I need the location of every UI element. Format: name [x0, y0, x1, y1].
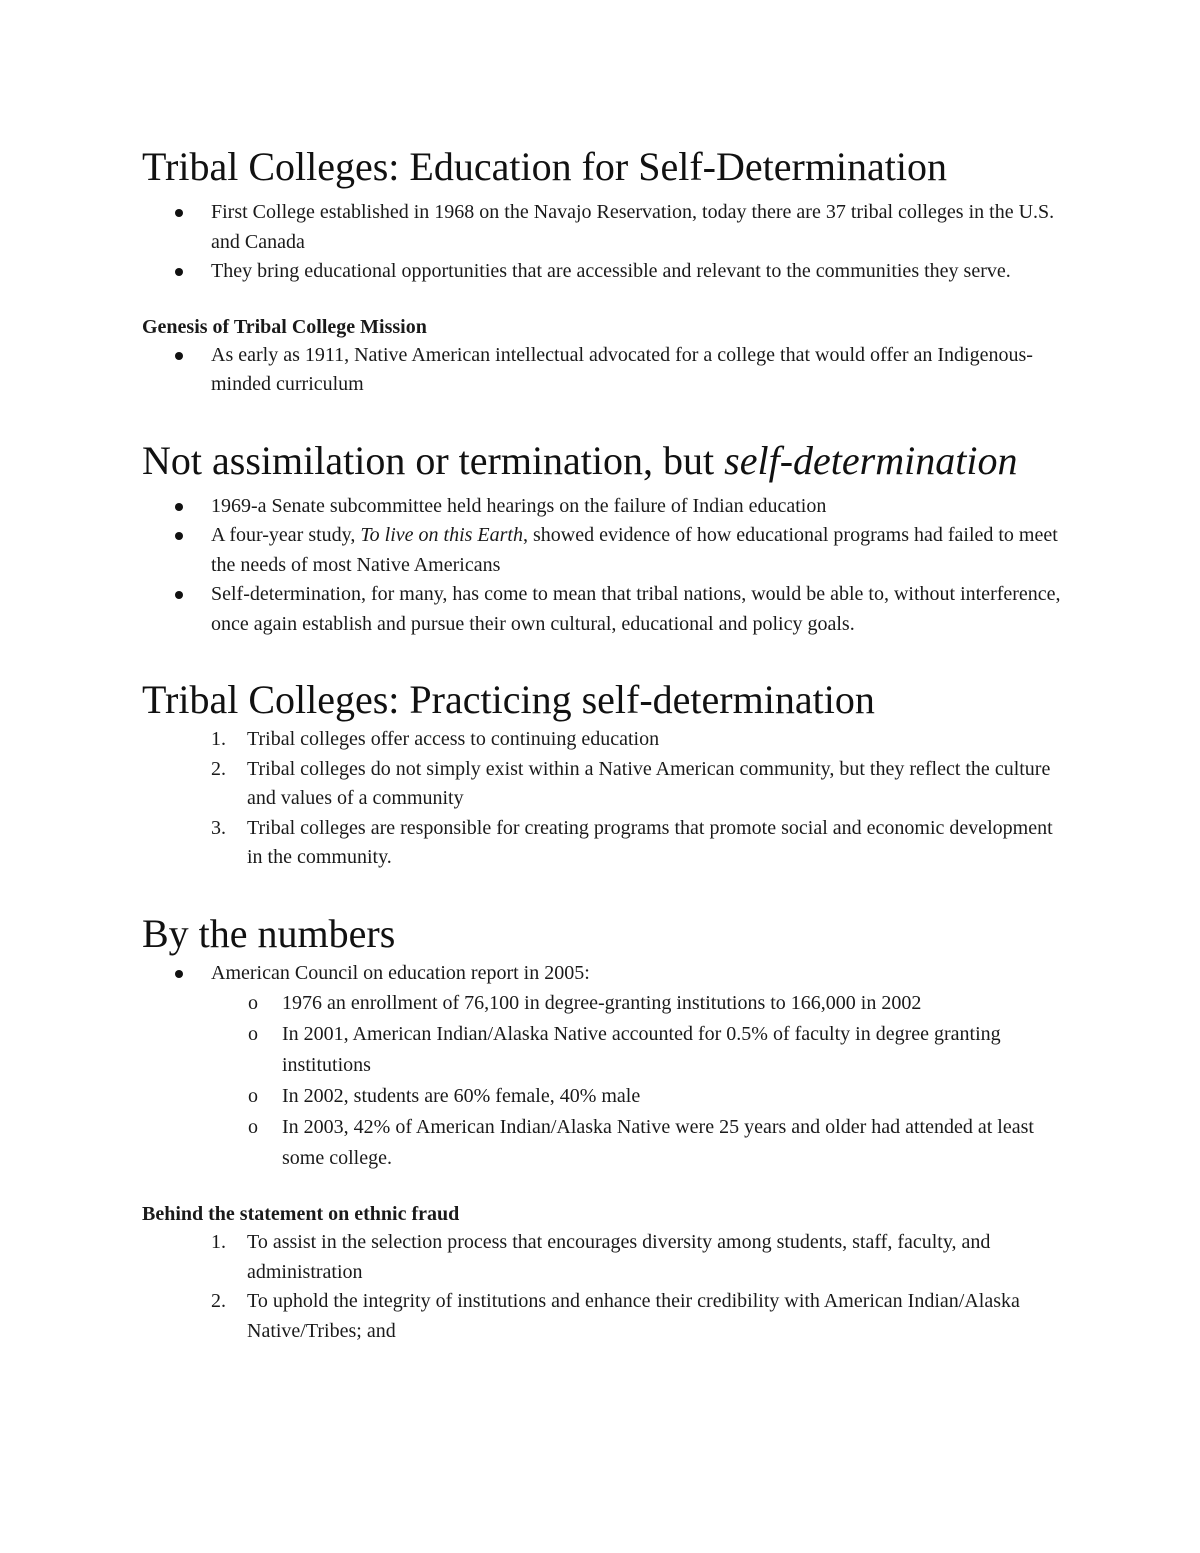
heading-practicing-self-determination: Tribal Colleges: Practicing self-determination	[142, 677, 875, 722]
document-page	[142, 142, 1062, 1346]
heading-by-the-numbers: By the numbers	[142, 910, 396, 956]
list-item	[142, 814, 1062, 873]
subheading-ethnic-fraud: Behind the statement on ethnic fraud	[142, 1203, 460, 1225]
numbered-list-practicing	[142, 725, 1062, 873]
list-item-text: , showed evidence of how educational programs had failed to meet the needs of most Native Americans	[211, 524, 1058, 576]
list-number: 1.	[211, 1231, 226, 1253]
sub-list-statistics	[142, 988, 1062, 1174]
list-item-text: Tribal colleges offer access to continuing education	[247, 728, 660, 750]
list-item-text: A four-year study,	[211, 524, 361, 546]
list-item	[142, 1287, 1062, 1346]
numbered-list-ethnic-fraud	[142, 1228, 1062, 1346]
bullet-list-education	[142, 198, 1062, 287]
heading-not-assimilation	[142, 436, 1062, 486]
list-item: They bring educational opportunities that are accessible and relevant to the communities they serve.	[142, 257, 1062, 287]
sub-list-item: o 1976 an enrollment of 76,100 in degree-granting institutions to 166,000 in 2002	[142, 988, 1062, 1019]
list-item-text: Tribal colleges do not simply exist within a Native American community, but they reflect the culture and values of a community	[247, 757, 1051, 809]
sub-list-item: o In 2001, American Indian/Alaska Native accounted for 0.5% of faculty in degree granting institutions	[142, 1019, 1062, 1081]
bullet-list-self-determination	[142, 492, 1062, 640]
list-item-text: To uphold the integrity of institutions and enhance their credibility with American Indian/Alaska Native/Tribes; and	[247, 1290, 1020, 1342]
subheading-genesis-mission: Genesis of Tribal College Mission	[142, 315, 427, 338]
list-number: 1.	[211, 728, 226, 750]
list-item-text: To assist in the selection process that encourages diversity among students, staff, faculty, and administration	[247, 1231, 991, 1283]
heading-emphasis: self-determination	[724, 437, 1018, 483]
heading-education-for-self-determination: Tribal Colleges: Education for Self-Determination	[142, 144, 948, 189]
list-number: 2.	[211, 1290, 226, 1312]
list-number: 3.	[211, 816, 226, 839]
list-item	[142, 725, 1062, 755]
list-item	[142, 755, 1062, 814]
list-item: As early as 1911, Native American intellectual advocated for a college that would offer an Indigenous-minded curriculum	[142, 341, 1062, 400]
list-item-text: Tribal colleges are responsible for creating programs that promote social and economic development in the community.	[247, 816, 1053, 868]
bullet-list-genesis	[142, 341, 1062, 400]
list-item: American Council on education report in 2005:	[142, 959, 1062, 989]
sub-list-item: o In 2003, 42% of American Indian/Alaska Native were 25 years and older had attended at least some college.	[142, 1112, 1062, 1174]
list-item: 1969-a Senate subcommittee held hearings on the failure of Indian education	[142, 492, 1062, 522]
list-item: Self-determination, for many, has come to mean that tribal nations, would be able to, without interference, once again establish and pursue their own cultural, educational and policy goals.	[142, 580, 1062, 639]
heading-text: Not assimilation or termination, but	[142, 437, 725, 483]
list-item	[142, 521, 1062, 580]
sub-list-item: o In 2002, students are 60% female, 40% male	[142, 1081, 1062, 1112]
list-item: First College established in 1968 on the Navajo Reservation, today there are 37 tribal colleges in the U.S. and Canada	[142, 198, 1062, 257]
list-number: 2.	[211, 757, 226, 780]
study-title: To live on this Earth	[360, 524, 523, 546]
bullet-list-numbers	[142, 959, 1062, 989]
list-item	[142, 1228, 1062, 1287]
